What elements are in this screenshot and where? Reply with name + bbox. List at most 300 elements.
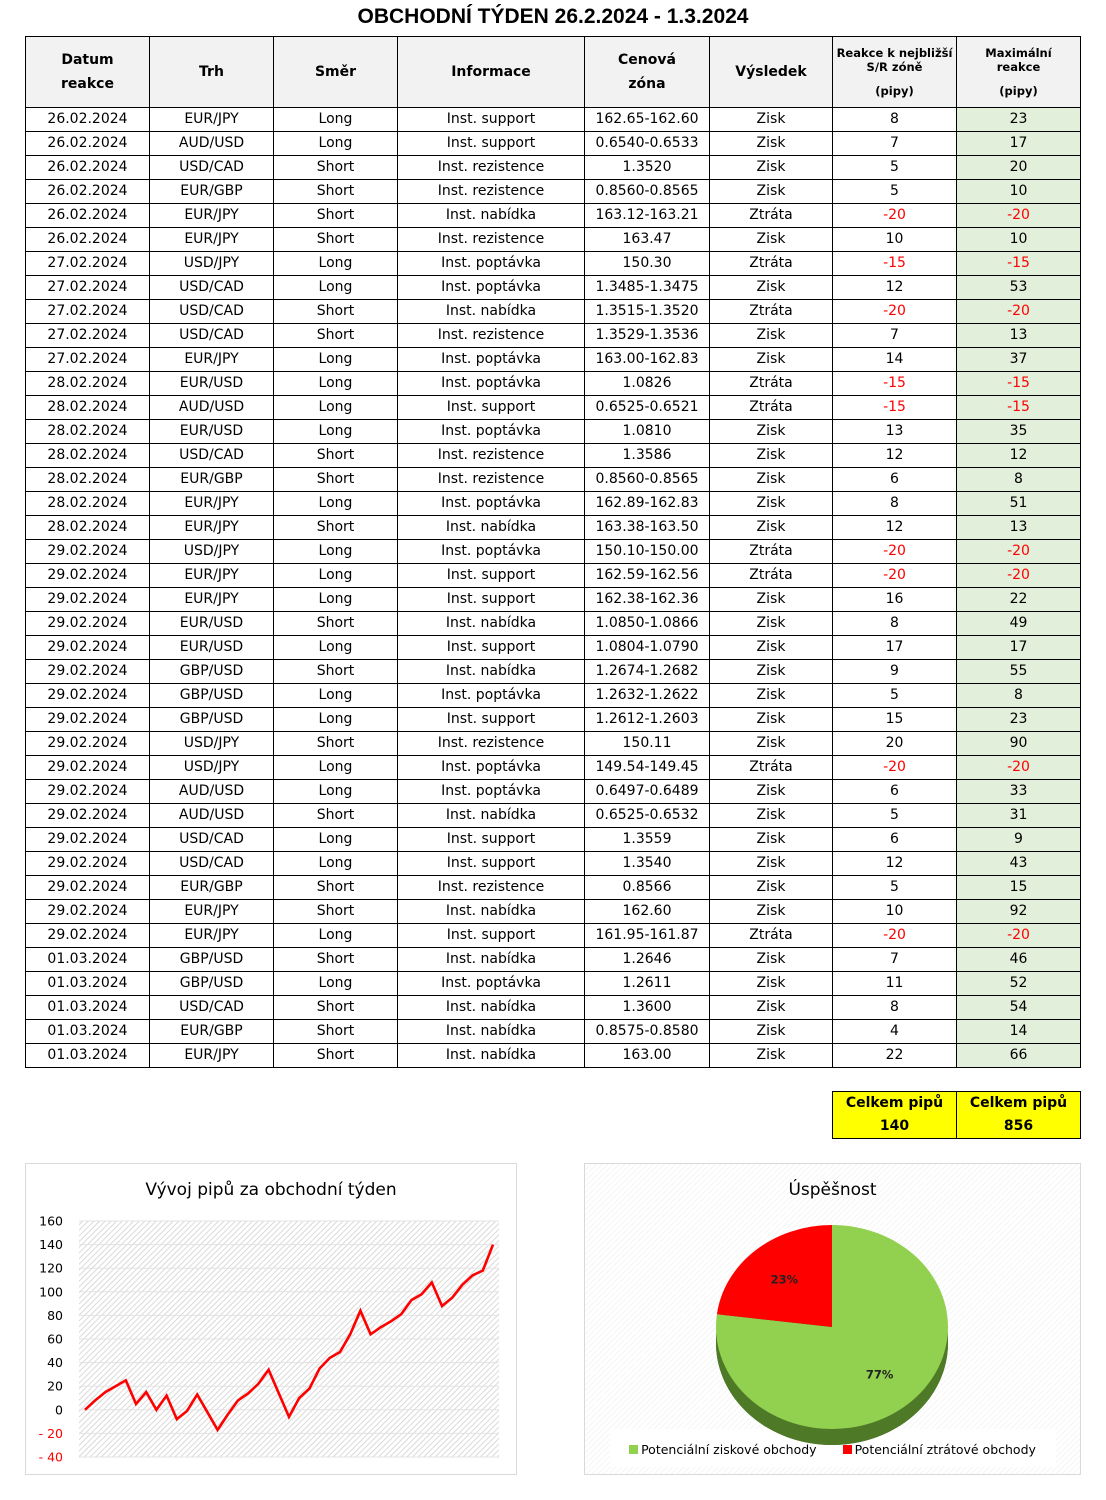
cell-zona: 162.65-162.60 [585,108,710,132]
cell-zona: 163.38-163.50 [585,516,710,540]
y-tick-label: 160 [39,1213,63,1229]
cell-smer: Short [274,324,398,348]
cell-zona: 1.2612-1.2603 [585,708,710,732]
cell-reakce: -15 [833,252,957,276]
cell-info: Inst. poptávka [398,540,585,564]
totals-table [832,1091,1081,1139]
cell-zona: 162.60 [585,900,710,924]
cell-zona: 1.0810 [585,420,710,444]
cell-trh: EUR/JPY [150,1044,274,1068]
cell-reakce: 6 [833,468,957,492]
cell-trh: EUR/USD [150,372,274,396]
cell-reakce: -20 [833,300,957,324]
cell-trh: USD/CAD [150,996,274,1020]
cell-smer: Short [274,996,398,1020]
y-tick-label: 100 [39,1284,63,1300]
table-row [26,948,1081,972]
table-row [26,828,1081,852]
cell-smer: Long [274,396,398,420]
cell-datum: 27.02.2024 [26,300,150,324]
cell-reakce: 5 [833,180,957,204]
cell-datum: 29.02.2024 [26,876,150,900]
cell-max: 23 [957,708,1081,732]
table-row [26,588,1081,612]
cell-datum: 28.02.2024 [26,420,150,444]
legend-item-loss: Potenciální ztrátové obchody [843,1442,1036,1457]
cell-trh: EUR/JPY [150,900,274,924]
cell-info: Inst. nabídka [398,516,585,540]
cell-datum: 29.02.2024 [26,684,150,708]
cell-info: Inst. support [398,636,585,660]
cell-max: 54 [957,996,1081,1020]
cell-vysledek: Zisk [710,228,833,252]
cell-smer: Long [274,420,398,444]
cell-info: Inst. poptávka [398,492,585,516]
table-row [26,108,1081,132]
cell-smer: Short [274,204,398,228]
cell-zona: 0.8560-0.8565 [585,180,710,204]
cell-datum: 27.02.2024 [26,252,150,276]
cell-info: Inst. support [398,588,585,612]
total-reakce: Celkem pipů 140 [833,1092,957,1139]
cell-reakce: 10 [833,900,957,924]
cell-trh: USD/JPY [150,540,274,564]
cell-zona: 150.30 [585,252,710,276]
cell-datum: 28.02.2024 [26,444,150,468]
cell-max: 37 [957,348,1081,372]
cell-info: Inst. nabídka [398,1020,585,1044]
cell-zona: 150.11 [585,732,710,756]
cell-trh: EUR/USD [150,420,274,444]
cell-zona: 163.12-163.21 [585,204,710,228]
cell-info: Inst. rezistence [398,876,585,900]
legend-swatch-win [629,1445,638,1454]
header-informace: Informace [398,37,585,108]
table-row [26,420,1081,444]
cell-vysledek: Zisk [710,852,833,876]
legend-swatch-loss [843,1445,852,1454]
y-tick-label: 60 [47,1331,63,1347]
table-row [26,636,1081,660]
cell-trh: GBP/USD [150,684,274,708]
cell-vysledek: Zisk [710,780,833,804]
cell-info: Inst. poptávka [398,972,585,996]
cell-max: 17 [957,636,1081,660]
cell-datum: 29.02.2024 [26,660,150,684]
cell-max: 55 [957,660,1081,684]
cell-trh: AUD/USD [150,804,274,828]
cell-smer: Long [274,108,398,132]
table-row [26,996,1081,1020]
cell-reakce: -20 [833,924,957,948]
table-row [26,1044,1081,1068]
cell-vysledek: Ztráta [710,540,833,564]
cell-max: 66 [957,1044,1081,1068]
cell-vysledek: Zisk [710,492,833,516]
cell-reakce: 12 [833,516,957,540]
cell-datum: 29.02.2024 [26,828,150,852]
cell-datum: 29.02.2024 [26,636,150,660]
cell-datum: 26.02.2024 [26,132,150,156]
cell-reakce: 8 [833,612,957,636]
cell-max: -15 [957,372,1081,396]
cell-max: -15 [957,396,1081,420]
cell-reakce: 5 [833,804,957,828]
cell-smer: Long [274,756,398,780]
cell-datum: 01.03.2024 [26,1020,150,1044]
cell-smer: Long [274,540,398,564]
cell-info: Inst. poptávka [398,756,585,780]
cell-max: 8 [957,468,1081,492]
line-chart-svg [26,1164,516,1474]
cell-smer: Short [274,1020,398,1044]
cell-reakce: 5 [833,684,957,708]
y-tick-label: 20 [47,1378,63,1394]
cell-smer: Short [274,732,398,756]
header-trh: Trh [150,37,274,108]
cell-info: Inst. poptávka [398,420,585,444]
cell-trh: GBP/USD [150,708,274,732]
cell-smer: Short [274,876,398,900]
table-row [26,756,1081,780]
cell-max: -20 [957,540,1081,564]
pie-chart-svg [585,1164,1080,1474]
cell-zona: 1.3559 [585,828,710,852]
cell-reakce: 6 [833,828,957,852]
cell-vysledek: Ztráta [710,396,833,420]
cell-trh: GBP/USD [150,660,274,684]
cell-vysledek: Zisk [710,804,833,828]
cell-smer: Long [274,132,398,156]
cell-vysledek: Zisk [710,516,833,540]
cell-reakce: 9 [833,660,957,684]
cell-trh: USD/JPY [150,756,274,780]
cell-max: 46 [957,948,1081,972]
cell-trh: GBP/USD [150,948,274,972]
cell-reakce: -20 [833,540,957,564]
cell-trh: EUR/USD [150,612,274,636]
cell-smer: Short [274,468,398,492]
cell-datum: 29.02.2024 [26,540,150,564]
table-row [26,1020,1081,1044]
cell-trh: EUR/JPY [150,588,274,612]
cell-smer: Long [274,564,398,588]
cell-zona: 1.3529-1.3536 [585,324,710,348]
cell-max: 8 [957,684,1081,708]
cell-reakce: 10 [833,228,957,252]
pie-chart [584,1163,1081,1475]
cell-zona: 149.54-149.45 [585,756,710,780]
cell-info: Inst. support [398,396,585,420]
y-tick-label: - 20 [38,1425,63,1441]
cell-trh: USD/JPY [150,732,274,756]
table-row [26,204,1081,228]
cell-vysledek: Zisk [710,588,833,612]
cell-vysledek: Zisk [710,948,833,972]
cell-zona: 0.6525-0.6521 [585,396,710,420]
table-row [26,132,1081,156]
cell-vysledek: Zisk [710,972,833,996]
cell-info: Inst. nabídka [398,300,585,324]
cell-smer: Short [274,228,398,252]
table-row [26,564,1081,588]
cell-reakce: 7 [833,132,957,156]
table-row [26,732,1081,756]
cell-datum: 01.03.2024 [26,1044,150,1068]
table-row [26,468,1081,492]
cell-datum: 01.03.2024 [26,948,150,972]
cell-max: 92 [957,900,1081,924]
cell-trh: EUR/JPY [150,492,274,516]
cell-trh: USD/CAD [150,324,274,348]
cell-max: -20 [957,756,1081,780]
cell-zona: 1.0850-1.0866 [585,612,710,636]
cell-datum: 29.02.2024 [26,756,150,780]
cell-vysledek: Zisk [710,876,833,900]
cell-info: Inst. nabídka [398,1044,585,1068]
cell-trh: GBP/USD [150,972,274,996]
cell-zona: 162.89-162.83 [585,492,710,516]
cell-reakce: 7 [833,948,957,972]
cell-vysledek: Zisk [710,708,833,732]
cell-max: 10 [957,228,1081,252]
cell-vysledek: Zisk [710,612,833,636]
y-tick-label: 40 [47,1355,63,1371]
cell-zona: 150.10-150.00 [585,540,710,564]
cell-trh: EUR/USD [150,636,274,660]
cell-info: Inst. poptávka [398,780,585,804]
cell-vysledek: Ztráta [710,924,833,948]
cell-info: Inst. support [398,108,585,132]
cell-info: Inst. nabídka [398,996,585,1020]
cell-trh: EUR/JPY [150,516,274,540]
cell-vysledek: Zisk [710,1044,833,1068]
cell-vysledek: Ztráta [710,204,833,228]
cell-trh: AUD/USD [150,132,274,156]
cell-reakce: 8 [833,996,957,1020]
cell-info: Inst. poptávka [398,684,585,708]
cell-zona: 162.59-162.56 [585,564,710,588]
cell-info: Inst. poptávka [398,348,585,372]
cell-info: Inst. rezistence [398,324,585,348]
cell-datum: 29.02.2024 [26,924,150,948]
cell-vysledek: Zisk [710,468,833,492]
table-row [26,804,1081,828]
cell-max: 15 [957,876,1081,900]
cell-reakce: 16 [833,588,957,612]
cell-zona: 1.3515-1.3520 [585,300,710,324]
cell-datum: 26.02.2024 [26,180,150,204]
cell-zona: 1.2632-1.2622 [585,684,710,708]
cell-zona: 0.8566 [585,876,710,900]
cell-smer: Long [274,780,398,804]
cell-smer: Long [274,588,398,612]
cell-datum: 26.02.2024 [26,204,150,228]
cell-info: Inst. rezistence [398,732,585,756]
pie-label-win: 77% [865,1367,894,1382]
cell-smer: Short [274,900,398,924]
table-row [26,348,1081,372]
cell-smer: Long [274,636,398,660]
cell-datum: 26.02.2024 [26,156,150,180]
header-vysledek: Výsledek [710,37,833,108]
cell-max: 17 [957,132,1081,156]
cell-info: Inst. nabídka [398,660,585,684]
legend-item-win: Potenciální ziskové obchody [629,1442,817,1457]
cell-trh: EUR/JPY [150,228,274,252]
cell-smer: Long [274,492,398,516]
cell-reakce: 12 [833,444,957,468]
y-tick-label: 120 [39,1260,63,1276]
cell-zona: 1.3586 [585,444,710,468]
cell-max: 53 [957,276,1081,300]
cell-datum: 26.02.2024 [26,228,150,252]
cell-info: Inst. support [398,708,585,732]
cell-vysledek: Ztráta [710,372,833,396]
table-row [26,228,1081,252]
cell-vysledek: Zisk [710,324,833,348]
cell-zona: 1.3600 [585,996,710,1020]
cell-trh: EUR/GBP [150,1020,274,1044]
cell-reakce: 12 [833,852,957,876]
cell-trh: EUR/JPY [150,204,274,228]
cell-vysledek: Zisk [710,732,833,756]
cell-datum: 29.02.2024 [26,612,150,636]
table-header-row [26,37,1081,108]
cell-max: -20 [957,924,1081,948]
y-tick-label: 80 [47,1307,63,1323]
cell-info: Inst. rezistence [398,228,585,252]
table-row [26,492,1081,516]
cell-datum: 26.02.2024 [26,108,150,132]
cell-smer: Long [274,684,398,708]
cell-vysledek: Zisk [710,420,833,444]
cell-max: 13 [957,516,1081,540]
table-row [26,684,1081,708]
cell-zona: 1.2646 [585,948,710,972]
cell-info: Inst. poptávka [398,276,585,300]
cell-smer: Short [274,156,398,180]
cell-datum: 01.03.2024 [26,972,150,996]
pie-chart-title: Úspěšnost [788,1180,877,1200]
cell-trh: USD/CAD [150,828,274,852]
cell-vysledek: Zisk [710,444,833,468]
cell-zona: 0.8575-0.8580 [585,1020,710,1044]
cell-trh: USD/CAD [150,852,274,876]
cell-vysledek: Zisk [710,636,833,660]
cell-reakce: 17 [833,636,957,660]
cell-reakce: -20 [833,756,957,780]
cell-reakce: -15 [833,396,957,420]
cell-datum: 29.02.2024 [26,900,150,924]
y-tick-label: - 40 [38,1449,63,1465]
pie-label-loss: 23% [770,1272,799,1287]
cell-info: Inst. support [398,132,585,156]
table-row [26,324,1081,348]
cell-trh: USD/CAD [150,276,274,300]
cell-datum: 28.02.2024 [26,492,150,516]
cell-datum: 28.02.2024 [26,396,150,420]
table-row [26,660,1081,684]
cell-smer: Long [274,348,398,372]
cell-smer: Short [274,612,398,636]
cell-info: Inst. rezistence [398,156,585,180]
cell-max: 90 [957,732,1081,756]
cell-trh: EUR/GBP [150,468,274,492]
table-row [26,156,1081,180]
cell-info: Inst. nabídka [398,804,585,828]
cell-info: Inst. nabídka [398,204,585,228]
cell-vysledek: Zisk [710,828,833,852]
cell-max: 9 [957,828,1081,852]
cell-trh: USD/JPY [150,252,274,276]
cell-zona: 1.3485-1.3475 [585,276,710,300]
cell-max: -15 [957,252,1081,276]
cell-zona: 1.0804-1.0790 [585,636,710,660]
cell-reakce: 5 [833,156,957,180]
cell-reakce: -20 [833,564,957,588]
cell-datum: 01.03.2024 [26,996,150,1020]
cell-max: 43 [957,852,1081,876]
cell-zona: 163.00-162.83 [585,348,710,372]
table-row [26,180,1081,204]
table-row [26,852,1081,876]
cell-max: 51 [957,492,1081,516]
cell-trh: USD/CAD [150,156,274,180]
cell-zona: 0.6525-0.6532 [585,804,710,828]
cell-reakce: 14 [833,348,957,372]
cell-max: 52 [957,972,1081,996]
table-row [26,300,1081,324]
cell-smer: Short [274,444,398,468]
table-row [26,900,1081,924]
cell-vysledek: Zisk [710,156,833,180]
trades-table [25,36,1081,1068]
cell-smer: Long [274,852,398,876]
cell-info: Inst. nabídka [398,900,585,924]
cell-info: Inst. poptávka [398,252,585,276]
cell-info: Inst. poptávka [398,372,585,396]
cell-vysledek: Zisk [710,132,833,156]
cell-vysledek: Zisk [710,684,833,708]
cell-trh: EUR/JPY [150,108,274,132]
cell-zona: 1.3540 [585,852,710,876]
cell-smer: Long [274,276,398,300]
cell-vysledek: Zisk [710,276,833,300]
cell-datum: 29.02.2024 [26,852,150,876]
cell-vysledek: Ztráta [710,252,833,276]
cell-vysledek: Zisk [710,108,833,132]
cell-zona: 1.0826 [585,372,710,396]
cell-zona: 1.2611 [585,972,710,996]
cell-reakce: 8 [833,492,957,516]
cell-info: Inst. rezistence [398,444,585,468]
cell-reakce: -15 [833,372,957,396]
table-row [26,396,1081,420]
cell-datum: 28.02.2024 [26,372,150,396]
cell-vysledek: Zisk [710,900,833,924]
table-row [26,708,1081,732]
table-row [26,972,1081,996]
header-datum: Datum reakce [26,37,150,108]
cell-smer: Long [274,972,398,996]
table-row [26,540,1081,564]
cell-info: Inst. rezistence [398,180,585,204]
header-max: Maximální reakce (pipy) [957,37,1081,108]
cell-vysledek: Zisk [710,180,833,204]
cell-smer: Short [274,660,398,684]
cell-max: 20 [957,156,1081,180]
